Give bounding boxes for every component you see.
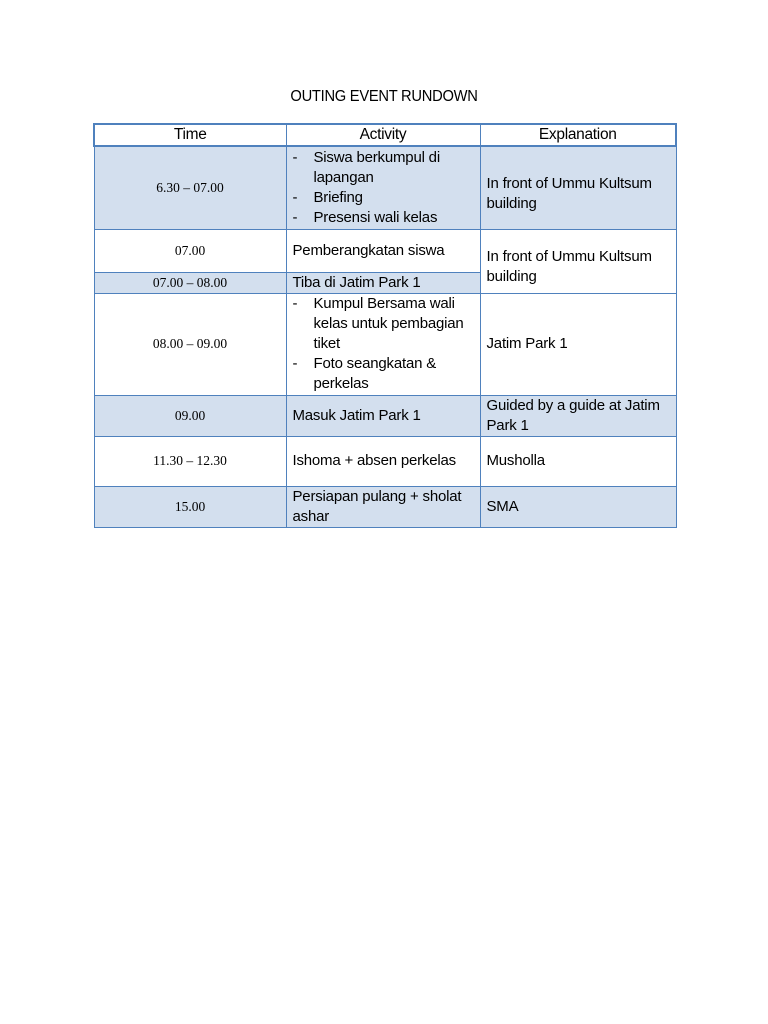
document-title: OUTING EVENT RUNDOWN — [290, 88, 478, 105]
activity-item: - Presensi wali kelas — [293, 208, 474, 228]
explanation-cell: SMA — [480, 486, 676, 527]
table-row — [94, 395, 676, 436]
activity-cell: Tiba di Jatim Park 1 — [286, 272, 480, 293]
activity-item: - Foto seangkatan & perkelas — [293, 354, 474, 394]
explanation-cell: Jatim Park 1 — [480, 293, 676, 395]
activity-cell — [286, 293, 480, 395]
table-header-row — [94, 124, 676, 146]
time-cell: 15.00 — [94, 486, 286, 527]
explanation-cell: In front of Ummu Kultsum building — [480, 229, 676, 293]
explanation-cell: Musholla — [480, 436, 676, 486]
explanation-cell: Guided by a guide at Jatim Park 1 — [480, 395, 676, 436]
activity-cell: Ishoma + absen perkelas — [286, 436, 480, 486]
explanation-cell: In front of Ummu Kultsum building — [480, 146, 676, 229]
table-row — [94, 229, 676, 272]
activity-cell: Pemberangkatan siswa — [286, 229, 480, 272]
time-cell: 6.30 – 07.00 — [94, 146, 286, 229]
table-row — [94, 436, 676, 486]
table-row — [94, 146, 676, 229]
time-cell: 09.00 — [94, 395, 286, 436]
time-cell: 07.00 – 08.00 — [94, 272, 286, 293]
time-cell: 07.00 — [94, 229, 286, 272]
activity-item: - Kumpul Bersama wali kelas untuk pembagian tiket — [293, 294, 474, 354]
activity-list — [293, 148, 474, 228]
activity-cell: Masuk Jatim Park 1 — [286, 395, 480, 436]
time-cell: 11.30 – 12.30 — [94, 436, 286, 486]
header-explanation: Explanation — [480, 124, 676, 146]
activity-list — [293, 294, 474, 394]
header-activity: Activity — [286, 124, 480, 146]
header-time: Time — [94, 124, 286, 146]
table-row — [94, 486, 676, 527]
activity-item: - Briefing — [293, 188, 474, 208]
activity-item: - Siswa berkumpul di lapangan — [293, 148, 474, 188]
rundown-table — [93, 123, 677, 528]
activity-cell — [286, 146, 480, 229]
table-row — [94, 293, 676, 395]
activity-cell: Persiapan pulang + sholat ashar — [286, 486, 480, 527]
time-cell: 08.00 – 09.00 — [94, 293, 286, 395]
